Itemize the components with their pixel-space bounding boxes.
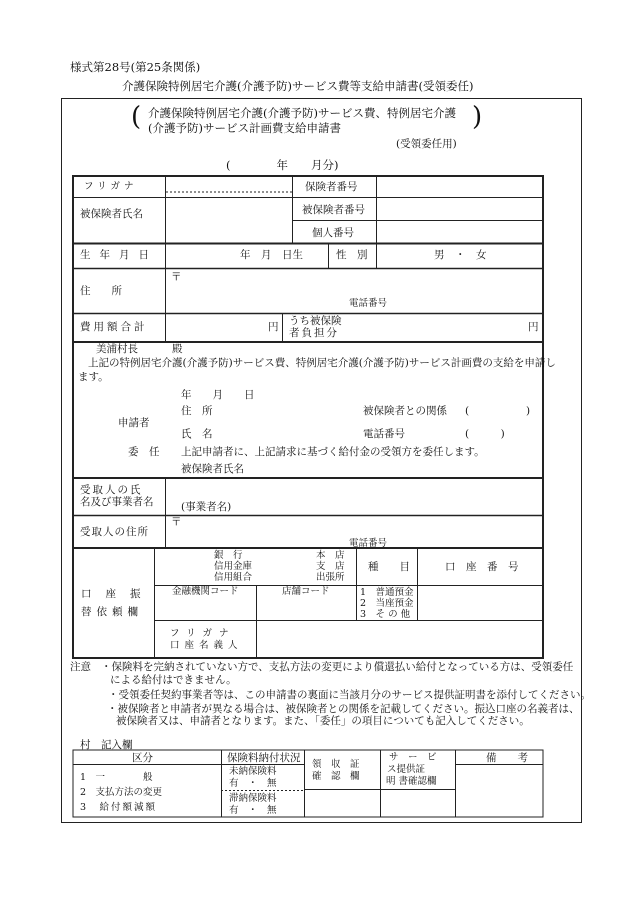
bank-type-1: 銀 行 xyxy=(214,550,243,561)
note-2: ・受領委任契約事業者等は、この申請書の裏面に当該月分のサービス提供証明書を添付してください。 xyxy=(108,689,591,701)
premium-arrears-value: 有 ・ 無 xyxy=(229,805,277,816)
branch-type-1: 本 店 xyxy=(316,550,345,561)
request-statement-2: ます。 xyxy=(78,371,109,383)
account-kind-header: 種 目 xyxy=(368,561,410,573)
branch-code-label: 店舗コード xyxy=(282,586,330,597)
bank-label-2: 替依頼欄 xyxy=(81,606,143,618)
inner-title-line1: 介護保険特例居宅介護(介護予防)サービス費、特例居宅介護 xyxy=(148,106,456,120)
receiver-phone-label: 電話番号 xyxy=(349,538,388,549)
branch-type-2: 支 店 xyxy=(316,561,345,572)
burden-label-1: うち被保険 xyxy=(289,315,342,327)
sex-label: 性 別 xyxy=(336,249,368,261)
delegate-text: 上記申請者に、上記請求に基づく給付金の受領方を委任します。 xyxy=(181,446,485,458)
note-3b: 被保険者又は、申請者となります。また、「委任」の項目についても記入してください。 xyxy=(116,715,530,727)
account-kind-1: 1 普通預金 xyxy=(360,587,414,598)
account-number-header: 口 座 番 号 xyxy=(445,561,519,573)
relation-paren-left: ( xyxy=(465,405,470,417)
account-kind-2: 2 当座預金 xyxy=(360,598,414,609)
delegate-insured-name-label: 被保険者氏名 xyxy=(181,463,244,475)
kubun-1: 1 一 般 xyxy=(80,772,153,783)
col-kubun: 区分 xyxy=(132,752,153,764)
insurer-number-label: 保険者番号 xyxy=(305,181,358,193)
premium-unpaid: 未納保険料 xyxy=(229,766,277,777)
birth-label: 生年月日 xyxy=(80,249,158,261)
col-remarks: 備 考 xyxy=(486,752,528,764)
sex-value: 男 ・ 女 xyxy=(434,249,487,261)
birth-value: 年 月 日生 xyxy=(240,249,303,261)
col-service-3: 明 書確認欄 xyxy=(386,776,437,787)
kubun-3: 3 給付額減額 xyxy=(80,802,158,813)
receiver-postal-mark: 〒 xyxy=(171,516,182,528)
burden-label-2: 者負担分 xyxy=(289,327,339,339)
inner-subtitle: (受領委任用) xyxy=(396,138,457,150)
branch-type-3: 出張所 xyxy=(316,572,345,583)
col-receipt-1: 領 収 証 xyxy=(312,759,360,770)
col-receipt-2: 確 認 欄 xyxy=(312,771,360,782)
relation-label: 被保険者との関係 xyxy=(363,405,447,417)
personal-number-label: 個人番号 xyxy=(312,227,354,239)
postal-mark: 〒 xyxy=(171,271,182,283)
phone-label: 電話番号 xyxy=(349,298,388,309)
holder-furigana-label: フリガナ xyxy=(170,628,236,639)
address-label: 住 所 xyxy=(80,285,122,297)
period-label: ( 年 月分) xyxy=(226,158,339,172)
request-date: 年 月 日 xyxy=(181,389,255,401)
note-1a: ・保険料を完納されていない方で、支払方法の変更により償還払い給付となっている方は、受領委任 xyxy=(101,661,574,673)
applicant-label: 申請者 xyxy=(118,417,150,429)
applicant-phone-paren: ( ) xyxy=(465,428,505,440)
account-kind-3: 3 そ の 他 xyxy=(360,609,411,620)
holder-name-label: 口座名義人 xyxy=(170,640,243,651)
applicant-address-label: 住 所 xyxy=(181,405,213,417)
notes-label: 注意 xyxy=(70,661,91,673)
cost-total-label: 費用額合計 xyxy=(80,321,148,333)
kubun-2: 2 支払方法の変更 xyxy=(80,787,163,798)
delegate-label: 委 任 xyxy=(128,446,160,458)
receiver-name-label-1: 受取人の氏 xyxy=(80,484,143,496)
note-1b: による給付はできません。 xyxy=(110,674,237,686)
form-number: 様式第28号(第25条関係) xyxy=(70,60,201,74)
institution-code-label: 金融機関コード xyxy=(172,586,239,597)
col-service-1: サ ー ビ xyxy=(389,752,437,763)
premium-unpaid-value: 有 ・ 無 xyxy=(229,778,277,789)
bank-type-3: 信用組合 xyxy=(214,572,253,583)
relation-paren-right: ) xyxy=(526,405,531,417)
yen-unit: 円 xyxy=(268,321,279,333)
bank-label-1: 口座振 xyxy=(81,588,155,600)
bracket-close: ) xyxy=(472,102,483,132)
receiver-address-label: 受取人の住所 xyxy=(80,526,149,538)
col-premium: 保険料納付状況 xyxy=(227,752,301,764)
col-service-2: ス提供証 xyxy=(387,764,426,775)
mayor-label: 美浦村長 xyxy=(96,343,138,355)
village-entry-label: 村 記入欄 xyxy=(80,739,133,751)
premium-arrears: 滞納保険料 xyxy=(229,793,277,804)
furigana-label: フリガナ xyxy=(84,181,138,192)
insured-number-label: 被保険者番号 xyxy=(302,204,365,216)
business-name-label: (事業者名) xyxy=(181,501,232,513)
inner-title-line2: (介護予防)サービス計画費支給申請書 xyxy=(148,121,341,135)
request-statement-1: 上記の特例居宅介護(介護予防)サービス費、特例居宅介護(介護予防)サービス計画費の支給を申請し xyxy=(88,357,556,369)
bank-type-2: 信用金庫 xyxy=(214,561,253,572)
bracket-open: ( xyxy=(131,102,142,132)
note-3a: ・被保険者と申請者が異なる場合は、被保険者との関係を記載してください。振込口座の名義者は、 xyxy=(107,703,580,715)
receiver-name-label-2: 名及び事業者名 xyxy=(80,496,154,508)
insured-name-label: 被保険者氏名 xyxy=(80,208,143,220)
applicant-name-label: 氏 名 xyxy=(181,428,213,440)
applicant-phone-label: 電話番号 xyxy=(363,428,405,440)
dono-label: 殿 xyxy=(172,343,183,355)
document-title: 介護保険特例居宅介護(介護予防)サービス費等支給申請書(受領委任) xyxy=(122,79,474,93)
yen-unit-2: 円 xyxy=(528,321,539,333)
